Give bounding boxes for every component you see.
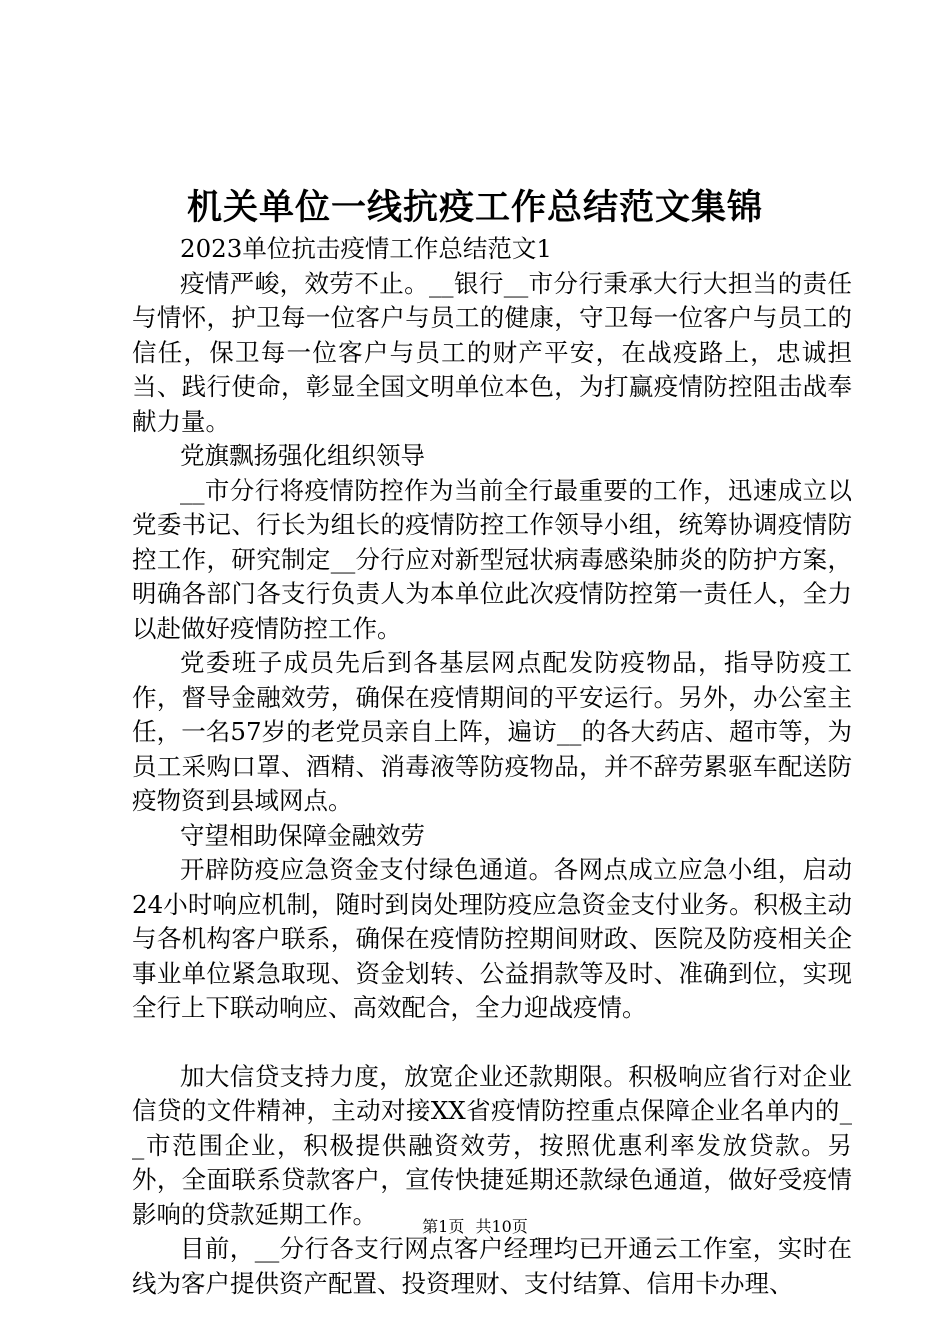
paragraph: 加大信贷支持力度，放宽企业还款期限。积极响应省行对企业信贷的文件精神，主动对接XX省疫情防控重点保障企业名单内的__市范围企业，积极提供融资效劳，按照优惠利率发放贷款。另外，全面联系贷款客户，宣传快捷延期还款绿色通道，做好受疫情影响的贷款延期工作。 (132, 1061, 852, 1229)
paragraph: __市分行将疫情防控作为当前全行最重要的工作，迅速成立以党委书记、行长为组长的疫情防控工作领导小组，统筹协调疫情防控工作，研究制定__分行应对新型冠状病毒感染肺炎的防护方案，明确各部门各支行负责人为本单位此次疫情防控第一责任人，全力以赴做好疫情防控工作。 (132, 475, 852, 643)
document-title: 机关单位一线抗疫工作总结范文集锦 (186, 187, 763, 228)
page-number: 第1页 (422, 1217, 465, 1236)
page-total: 共10页 (475, 1217, 528, 1236)
paragraph: 开辟防疫应急资金支付绿色通道。各网点成立应急小组，启动24小时响应机制，随时到岗处理防疫应急资金支付业务。积极主动与各机构客户联系，确保在疫情防控期间财政、医院及防疫相关企事业单位紧急取现、资金划转、公益捐款等及时、准确到位，实现全行上下联动响应、高效配合，全力迎战疫情。 (132, 855, 852, 1022)
section-heading: 党旗飘扬强化组织领导 (180, 441, 425, 470)
paragraph-spacer (132, 1026, 852, 1060)
page-footer (0, 1217, 950, 1237)
paragraph: 党委班子成员先后到各基层网点配发防疫物品，指导防疫工作，督导金融效劳，确保在疫情期间的平安运行。另外，办公室主任，一名57岁的老党员亲自上阵，遍访__的各大药店、超市等，为员工采购口罩、酒精、消毒液等防疫物品，并不辞劳累驱车配送防疫物资到县域网点。 (132, 648, 852, 815)
section-subtitle: 2023单位抗击疫情工作总结范文1 (180, 234, 552, 263)
section-heading: 守望相助保障金融效劳 (180, 820, 425, 850)
paragraph: 疫情严峻，效劳不止。__银行__市分行秉承大行大担当的责任与情怀，护卫每一位客户与员工的健康，守卫每一位客户与员工的信任，保卫每一位客户与员工的财产平安，在战疫路上，忠诚担当、践行使命，彰显全国文明单位本色，为打赢疫情防控阻击战奉献力量。 (132, 268, 852, 436)
paragraph: 目前，__分行各支行网点客户经理均已开通云工作室，实时在线为客户提供资产配置、投资理财、支付结算、信用卡办理、 (132, 1234, 852, 1298)
document-body (132, 232, 852, 1301)
